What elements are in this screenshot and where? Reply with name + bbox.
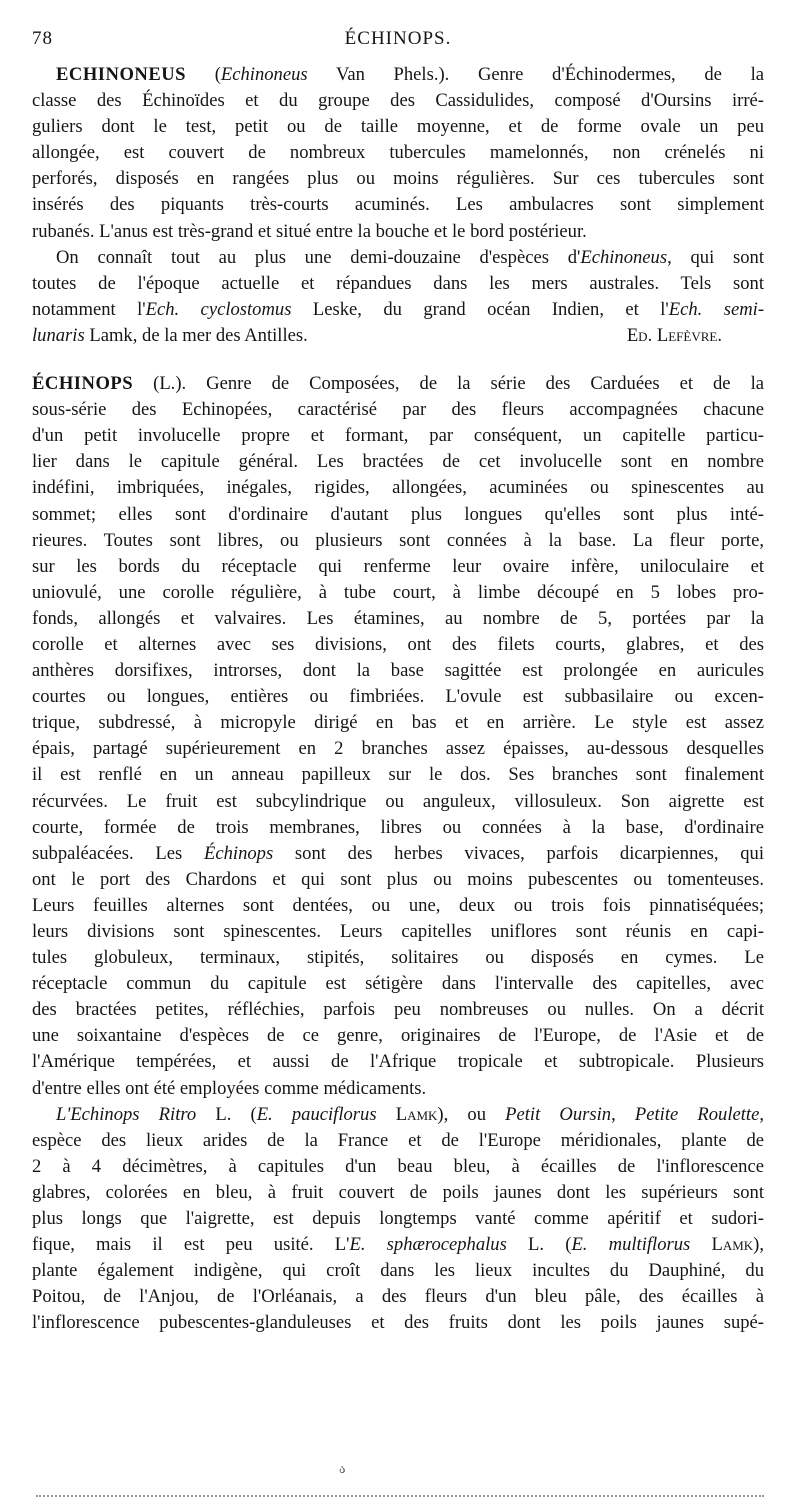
- entry-line: il est renflé en un anneau papilleux sur le dos. Ses branches sont finalement: [32, 764, 764, 786]
- entry-line: récurvées. Le fruit est subcylindrique ou anguleux, villosuleux. Son aigrette est: [32, 790, 764, 812]
- running-head-title: ÉCHINOPS.: [344, 28, 452, 49]
- entry-line: rubanés. L'anus est très-grand et situé entre la bouche et le bord postérieur.: [32, 220, 587, 242]
- entry-line: leurs divisions sont spinescentes. Leurs capitelles uniflores sont réunis en capi-: [32, 921, 764, 942]
- entry-line: toutes de l'époque actuelle et répandues dans les mers australes. Tels sont: [32, 272, 764, 294]
- entry-line: On connaît tout au plus une demi-douzaine d'espèces d'Echinoneus, qui sont: [56, 246, 764, 268]
- entry-line: d'entre elles ont été employées comme médicaments.: [32, 1077, 427, 1099]
- entry-line: perforés, disposés en rangées plus ou moins régulières. Sur ces tubercules sont: [32, 168, 764, 190]
- entry-line: Leurs feuilles alternes sont dentées, ou une, deux ou trois fois pinnatiséquées;: [32, 894, 764, 916]
- entry-line: ECHINONEUS (Echinoneus Van Phels.). Genre d'Échinodermes, de la: [56, 64, 764, 85]
- entry-line: ÉCHINOPS (L.). Genre de Composées, de la série des Carduées et de la: [32, 373, 764, 395]
- entry-line: corolle et alternes avec ses divisions, ont des filets courts, glabres, et des: [32, 633, 764, 655]
- entry-line: l'inflorescence pubescentes-glanduleuses et des fruits dont les poils jaunes supé-: [32, 1312, 764, 1334]
- entry-echinoneus: [32, 62, 764, 349]
- entry-line: des bractées petites, réfléchies, parfois peu nombreuses ou nulles. On a décrit: [32, 999, 764, 1021]
- entry-line: indéfini, imbriquées, inégales, rigides, allongées, acuminées ou spinescentes au: [32, 477, 764, 499]
- entry-line: notamment l'Ech. cyclostomus Leske, du grand océan Indien, et l'Ech. semi-: [32, 298, 764, 320]
- entry-line: courte, formée de trois membranes, libres ou connées à la base, d'ordinaire: [32, 816, 764, 838]
- entry-line: lier dans le capitule général. Les bractées de cet involucelle sont en nombre: [32, 451, 764, 473]
- entry-line: allongée, est couvert de nombreux tubercules mamelonnés, non crénelés ni: [32, 142, 764, 164]
- entry-line: d'un petit involucelle propre et formant, par conséquent, un capitelle particu-: [32, 425, 764, 447]
- entry-line: ont le port des Chardons et qui sont plus ou moins pubescentes ou tomenteuses.: [32, 868, 764, 890]
- page: [32, 28, 764, 1337]
- entry-line: uniovulé, une corolle régulière, à tube court, à limbe découpé en 5 lobes pro-: [32, 581, 764, 603]
- entry-echinops: [32, 371, 764, 1336]
- entry-line: plus longs que l'aigrette, est depuis longtemps vanté comme apéritif et sudori-: [32, 1208, 764, 1230]
- entry-headword: ÉCHINOPS: [32, 373, 134, 395]
- entry-line: insérés des piquants très-courts acuminés. Les ambulacres sont simplement: [32, 194, 764, 216]
- entry-line: classe des Échinoïdes et du groupe des Cassidulides, composé d'Oursins irré-: [32, 90, 764, 112]
- entry-line: anthères dorsifixes, introrses, dont la base sagittée est prolongée en auricules: [32, 660, 764, 682]
- entry-line: fonds, allongés et valvaires. Les étamines, au nombre de 5, portées par la: [32, 607, 764, 629]
- entry-line: une soixantaine d'espèces de ce genre, originaires de l'Europe, de l'Asie et de: [32, 1025, 764, 1047]
- entry-line: 2 à 4 décimètres, à capitules d'un beau bleu, à écailles de l'inflorescence: [32, 1155, 764, 1177]
- entry-line: subpaléacées. Les Échinops sont des herbes vivaces, parfois dicarpiennes, qui: [32, 842, 764, 864]
- page-number: 78: [32, 28, 53, 49]
- entry-line: réceptacle commun du capitule est sétigère dans l'intervalle des capitelles, avec: [32, 973, 764, 995]
- entry-line: sur les bords du réceptacle qui renferme leur ovaire infère, uniloculaire et: [32, 555, 764, 577]
- entry-gap: [32, 349, 764, 371]
- author-signature: Ed. Lefèvre.: [626, 324, 722, 346]
- entry-line: l'Amérique tempérées, et aussi de l'Afrique tropicale et subtropicale. Plusieurs: [32, 1051, 764, 1073]
- entry-line: espèce des lieux arides de la France et de l'Europe méridionales, plante de: [32, 1129, 764, 1151]
- entry-line: sommet; elles sont d'ordinaire d'autant plus longues qu'elles sont plus inté-: [32, 503, 764, 525]
- stray-printer-mark: ა: [339, 1462, 346, 1476]
- entry-line: L'Echinops Ritro L. (E. pauciflorus Lamk), ou Petit Oursin, Petite Roulette,: [56, 1103, 764, 1125]
- entry-line: fique, mais il est peu usité. L'E. sphærocephalus L. (E. multiflorus Lamk),: [32, 1234, 764, 1256]
- entry-line: tules globuleux, terminaux, stipités, solitaires ou disposés en cymes. Le: [32, 947, 764, 969]
- entry-line: rieures. Toutes sont libres, ou plusieurs sont connées à la base. La fleur porte,: [32, 529, 764, 551]
- entry-line: courtes ou longues, entières ou fimbriées. L'ovule est subbasilaire ou excen-: [32, 686, 764, 708]
- entry-line: épais, partagé supérieurement en 2 branches assez épaisses, au-dessous desquelles: [32, 738, 764, 760]
- entry-line: Poitou, de l'Anjou, de l'Orléanais, a des fleurs d'un bleu pâle, des écailles à: [32, 1286, 764, 1308]
- bleed-through-line: [36, 1495, 764, 1497]
- entry-line: plante également indigène, qui croît dans les lieux incultes du Dauphiné, du: [32, 1260, 764, 1282]
- entry-line: lunaris Lamk, de la mer des Antilles. Ed. Lefèvre.: [32, 323, 764, 349]
- entry-line: glabres, colorées en bleu, à fruit couvert de poils jaunes dont les supérieurs sont: [32, 1181, 764, 1203]
- entry-line: sous-série des Echinopées, caractérisé par des fleurs accompagnées chacune: [32, 399, 764, 421]
- running-head: [32, 28, 764, 62]
- entry-line: guliers dont le test, petit ou de taille moyenne, et de forme ovale un peu: [32, 116, 764, 138]
- entry-line: trique, subdressé, à micropyle dirigé en bas et en arrière. Le style est assez: [32, 712, 764, 734]
- entry-headword: ECHINONEUS: [56, 64, 187, 85]
